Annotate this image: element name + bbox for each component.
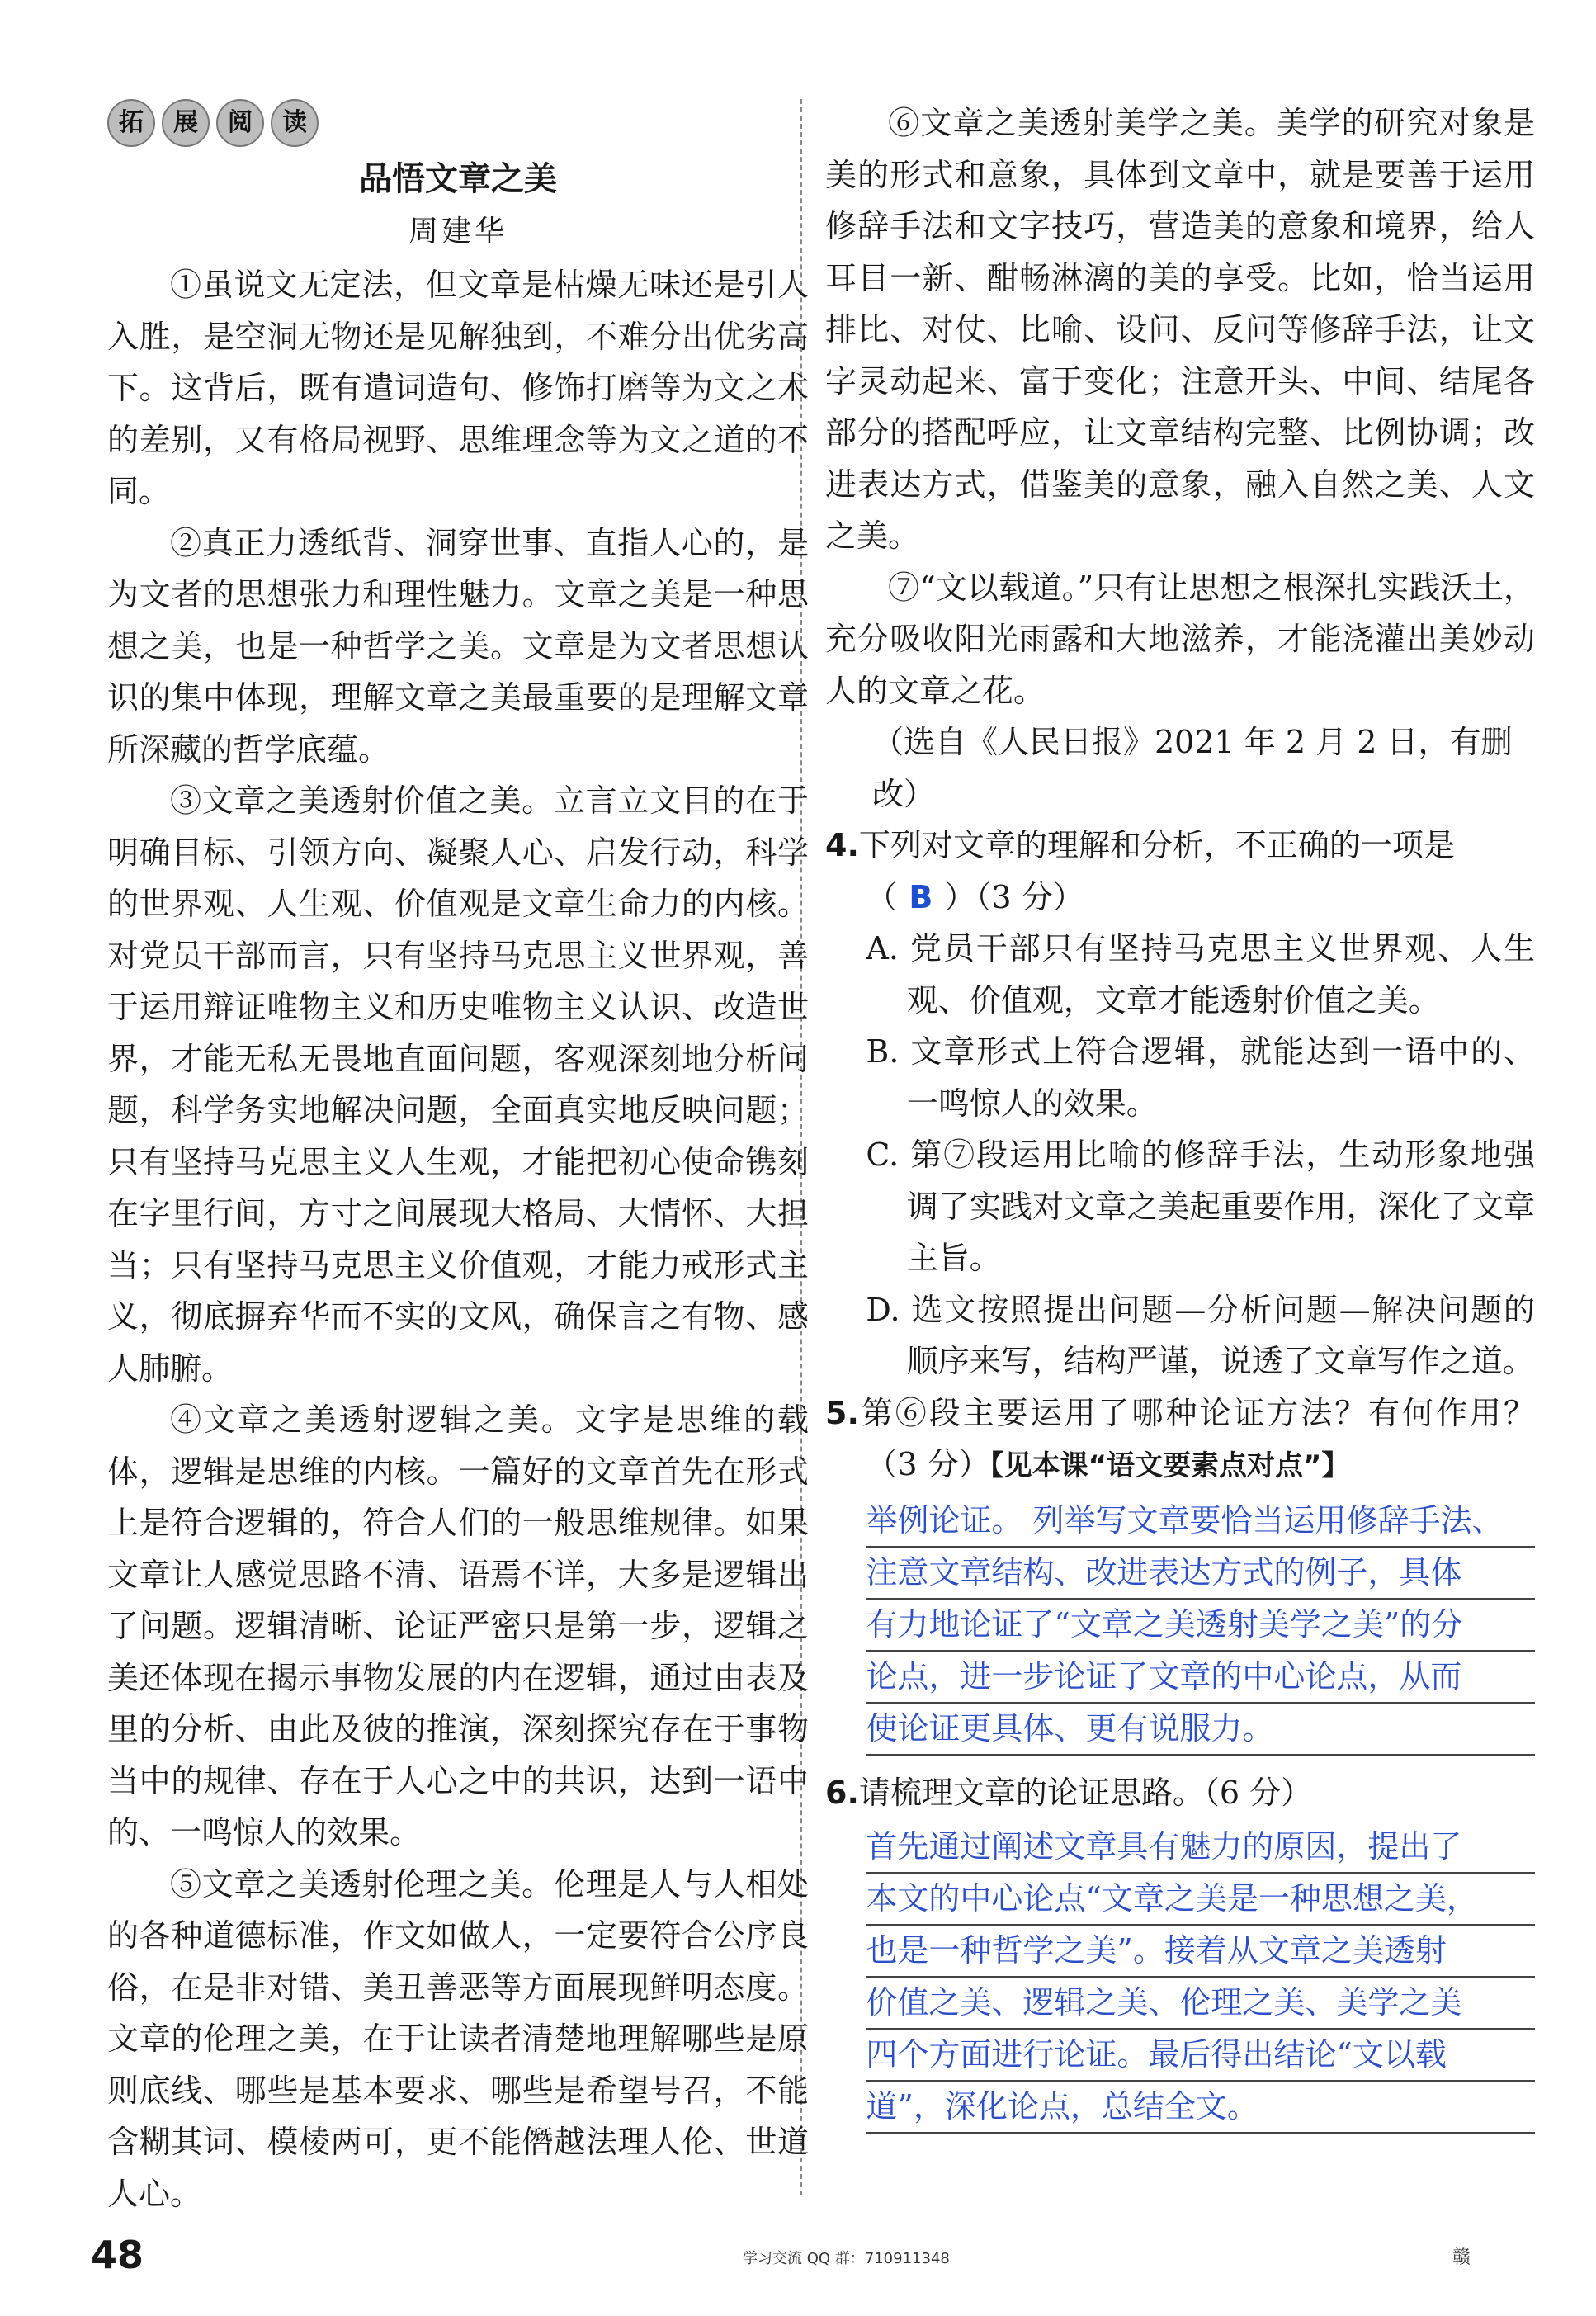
badge-char: 展 xyxy=(162,99,210,147)
score-label: ）（3 分） xyxy=(944,878,1084,915)
paragraph-7: ⑦“文以载道。”只有让思想之根深扎实践沃土，充分吸收阳光雨露和大地滋养，才能浇灌出美妙动人的文章之花。 xyxy=(825,569,1535,709)
answer-line: 价值之美、逻辑之美、伦理之美、美学之美 xyxy=(866,1978,1535,2030)
question-6 xyxy=(825,1767,1535,1819)
badge-char: 阅 xyxy=(216,99,264,147)
paragraph-2: ②真正力透纸背、洞穿世事、直指人心的，是为文者的思想张力和理性魅力。文章之美是一种思想之美，也是一种哲学之美。文章是为文者思想认识的集中体现，理解文章之美最重要的是理解文章所深藏的哲学底蕴。 xyxy=(107,524,809,768)
paragraph-1: ①虽说文无定法，但文章是枯燥无味还是引人入胜，是空洞无物还是见解独到，不难分出优劣高下。这背后，既有遣词造句、修饰打磨等为文之术的差别，又有格局视野、思维理念等为文之道的不同。 xyxy=(107,267,809,509)
answer-line: 有力地论证了“文章之美透射美学之美”的分 xyxy=(866,1600,1535,1652)
answer-line: 使论证更具体、更有说服力。 xyxy=(866,1704,1535,1756)
paren-open: （ xyxy=(866,878,898,915)
section-badge xyxy=(107,99,809,147)
footer-right-text: 赣 xyxy=(1452,2247,1471,2268)
option-d: D. 选文按照提出问题—分析问题—解决问题的顺序来写，结构严谨，说透了文章写作之道。 xyxy=(866,1291,1535,1379)
question-4 xyxy=(825,820,1535,923)
question-number: 6. xyxy=(825,1774,859,1811)
right-column xyxy=(825,97,1535,2145)
paragraph-5: ⑤文章之美透射伦理之美。伦理是人与人相处的各种道德标准，作文如做人，一定要符合公序良俗，在是非对错、美丑善恶等方面展现鲜明态度。文章的伦理之美，在于让读者清楚地理解哪些是原则底线、哪些是基本要求、哪些是希望号召，不能含糊其词、模棱两可，更不能僭越法理人伦、世道人心。 xyxy=(107,1865,809,2212)
question-text: 第⑥段主要运用了哪种论证方法？有何作用？（3 分） xyxy=(858,1394,1535,1482)
paragraph-3: ③文章之美透射价值之美。立言立文目的在于明确目标、引领方向、凝聚人心、启发行动，科学的世界观、人生观、价值观是文章生命力的内核。对党员干部而言，只有坚持马克思主义世界观，善于运用辩证唯物主义和历史唯物主义认识、改造世界，才能无私无畏地直面问题，客观深刻地分析问题，科学务实地解决问题，全面真实地反映问题；只有坚持马克思主义人生观，才能把初心使命镌刻在字里行间，方寸之间展现大格局、大情怀、大担当；只有坚持马克思主义价值观，才能力戒形式主义，彻底摒弃华而不实的文风，确保言之有物、感人肺腑。 xyxy=(107,782,809,1387)
answer-line: 注意文章结构、改进表达方式的例子，具体 xyxy=(866,1548,1535,1600)
article-author: 周建华 xyxy=(408,215,508,248)
answer-line: 论点，进一步论证了文章的中心论点，从而 xyxy=(866,1652,1535,1704)
answer-line: 举例论证。 列举写文章要恰当运用修辞手法、 xyxy=(866,1496,1535,1548)
badge-char: 读 xyxy=(271,99,319,147)
answer-box-6 xyxy=(866,1822,1535,2134)
answer-line: 道”，深化论点，总结全文。 xyxy=(866,2082,1535,2134)
answer-box-5 xyxy=(866,1496,1535,1756)
paragraph-4: ④文章之美透射逻辑之美。文字是思维的载体，逻辑是思维的内核。一篇好的文章首先在形式上是符合逻辑的，符合人们的一般思维规律。如果文章让人感觉思路不清、语焉不详，大多是逻辑出了问题。逻辑清晰、论证严密只是第一步，逻辑之美还体现在揭示事物发展的内在逻辑，通过由表及里的分析、由此及彼的推演，深刻探究存在于事物当中的规律、存在于人心之中的共识，达到一语中的、一鸣惊人的效果。 xyxy=(107,1401,809,1850)
article-title: 品悟文章之美 xyxy=(359,160,557,198)
page-number: 48 xyxy=(91,2233,144,2277)
article-source: （选自《人民日报》2021 年 2 月 2 日，有删改） xyxy=(872,724,1513,812)
question-number: 5. xyxy=(825,1394,859,1431)
footer-center-text: 学习交流 QQ 群：710911348 xyxy=(743,2250,950,2267)
answer-line: 四个方面进行论证。最后得出结论“文以载 xyxy=(866,2030,1535,2082)
option-a: A. 党员干部只有坚持马克思主义世界观、人生观、价值观，文章才能透射价值之美。 xyxy=(866,930,1535,1019)
answer-line: 首先通过阐述文章具有魅力的原因，提出了 xyxy=(866,1822,1535,1874)
question-text: 请梳理文章的论证思路。（6 分） xyxy=(858,1774,1313,1811)
question-5 xyxy=(825,1387,1535,1492)
option-b: B. 文章形式上符合逻辑，就能达到一语中的、一鸣惊人的效果。 xyxy=(866,1033,1535,1122)
option-c: C. 第⑦段运用比喻的修辞手法，生动形象地强调了实践对文章之美起重要作用，深化了文章主旨。 xyxy=(866,1137,1535,1276)
answer-line: 也是一种哲学之美”。接着从文章之美透射 xyxy=(866,1926,1535,1978)
badge-char: 拓 xyxy=(107,99,155,147)
answer-line: 本文的中心论点“文章之美是一种思想之美， xyxy=(866,1874,1535,1926)
left-column xyxy=(107,99,809,2219)
reference-note: 【见本课“语文要素点对点”】 xyxy=(989,1449,1350,1482)
question-number: 4. xyxy=(825,827,859,863)
answer-letter: B xyxy=(909,878,933,915)
question-text: 下列对文章的理解和分析，不正确的一项是 xyxy=(858,827,1455,863)
paragraph-6: ⑥文章之美透射美学之美。美学的研究对象是美的形式和意象，具体到文章中，就是要善于运用修辞手法和文字技巧，营造美的意象和境界，给人耳目一新、酣畅淋漓的美的享受。比如，恰当运用排比、对仗、比喻、设问、反问等修辞手法，让文字灵动起来、富于变化；注意开头、中间、结尾各部分的搭配呼应，让文章结构完整、比例协调；改进表达方式，借鉴美的意象，融入自然之美、人文之美。 xyxy=(825,105,1535,554)
